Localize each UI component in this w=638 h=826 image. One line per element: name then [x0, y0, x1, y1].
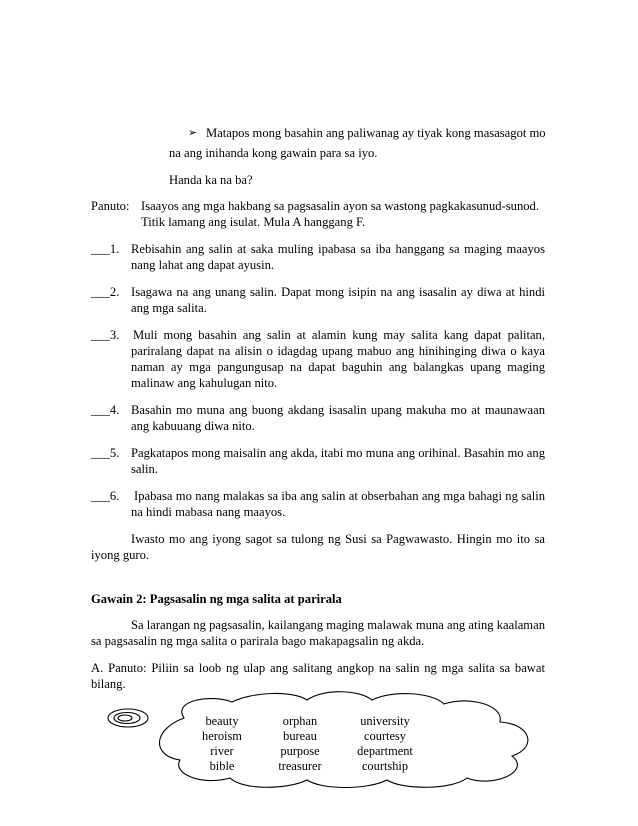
- cloud-word: courtesy: [364, 729, 406, 743]
- item-line: naman ay mga pangungusap na dapat baguhin ang balangkas upang maging: [131, 360, 545, 374]
- cloud-word: beauty: [205, 714, 239, 728]
- cloud-word: heroism: [202, 729, 242, 743]
- intro-line-1: Matapos mong basahin ang paliwanag ay tiyak kong masasagot mo: [206, 126, 546, 140]
- cloud-word: bureau: [283, 729, 317, 743]
- item-line: ang mga salita.: [131, 301, 207, 315]
- panuto-label: Panuto:: [91, 199, 130, 213]
- cloud-word: river: [210, 744, 234, 758]
- thought-bubble-small: [118, 715, 132, 721]
- item-line: salin.: [131, 462, 158, 476]
- gawain2-panuto-line-2: bilang.: [91, 677, 126, 691]
- cloud-word: treasurer: [278, 759, 322, 773]
- item-line: nang lahat ang dapat ayusin.: [131, 258, 275, 272]
- item-number: ___1.: [91, 242, 120, 256]
- cloud-word: courtship: [361, 759, 409, 773]
- ready-question: Handa ka na ba?: [169, 173, 253, 187]
- item-number: ___2.: [91, 285, 120, 299]
- cloud-word: bible: [209, 759, 235, 773]
- item-line: Isagawa na ang unang salin. Dapat mong isipin na ang isasalin ay diwa at hindi: [131, 285, 545, 299]
- iwasto-line-1: Iwasto mo ang iyong sagot sa tulong ng Susi sa Pagwawasto. Hingin mo ito sa: [131, 532, 545, 546]
- panuto-line-1: Isaayos ang mga hakbang sa pagsasalin ayon sa wastong pagkakasunud-sunod.: [141, 199, 540, 213]
- gawain2-panuto-line-1: A. Panuto: Piliin sa loob ng ulap ang salitang angkop na salin ng mga salita sa bawat: [91, 661, 545, 675]
- cloud-word: department: [357, 744, 413, 758]
- iwasto-line-2: iyong guro.: [91, 548, 150, 562]
- item-line: Ipabasa mo nang malakas sa iba ang salin at obserbahan ang mga bahagi ng salin: [134, 489, 545, 503]
- bullet-icon: ➢: [188, 126, 198, 139]
- item-number: ___4.: [91, 403, 120, 417]
- item-line: Rebisahin ang salin at saka muling ipabasa sa iba hanggang sa maging maayos: [131, 242, 545, 256]
- gawain2-title: Gawain 2: Pagsasalin ng mga salita at parirala: [91, 592, 342, 606]
- intro-line-2: na ang inihanda kong gawain para sa iyo.: [169, 146, 378, 160]
- cloud-word: orphan: [282, 714, 318, 728]
- gawain2-para-line-2: sa pagsasalin ng mga salita o parirala bago makapagsalin ng akda.: [91, 634, 425, 648]
- item-line: pariralang dapat na alisin o idagdag upang mabuo ang hinihinging diwa o kaya: [131, 344, 545, 358]
- item-line: Muli mong basahin ang salin at alamin kung may salita kang dapat palitan,: [133, 328, 545, 342]
- cloud-word: university: [360, 714, 410, 728]
- item-line: Pagkatapos mong maisalin ang akda, itabi mo muna ang orihinal. Basahin mo ang: [131, 446, 545, 460]
- item-line: malinaw ang kahulugan nito.: [131, 376, 278, 390]
- item-number: ___3.: [91, 328, 120, 342]
- item-number: ___6.: [91, 489, 120, 503]
- item-number: ___5.: [91, 446, 120, 460]
- gawain2-para-line-1: Sa larangan ng pagsasalin, kailangang maging malawak muna ang ating kaalaman: [131, 618, 545, 632]
- item-line: Basahin mo muna ang buong akdang isasalin upang makuha mo at maunawaan: [131, 403, 545, 417]
- cloud-word: purpose: [280, 744, 320, 758]
- item-line: ang kabuuang diwa nito.: [131, 419, 255, 433]
- panuto-line-2: Titik lamang ang isulat. Mula A hanggang F.: [141, 215, 366, 229]
- item-line: na hindi mabasa nang maayos.: [131, 505, 286, 519]
